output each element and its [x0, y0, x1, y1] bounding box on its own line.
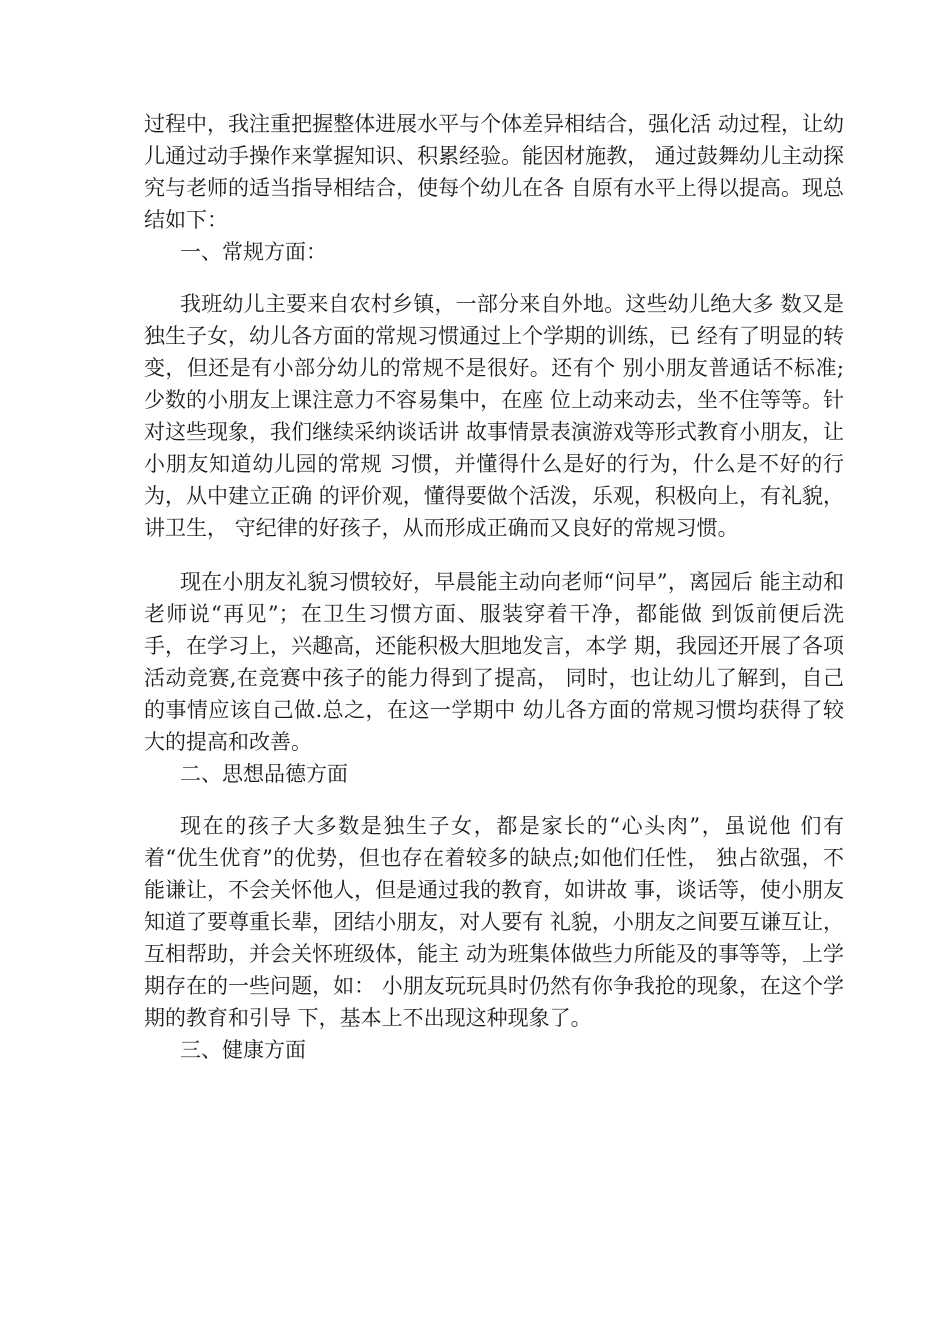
routine-paragraph-1: 我班幼儿主要来自农村乡镇，一部分来自外地。这些幼儿绝大多 数又是独生子女，幼儿各方面的常规习惯通过上个学期的训练，已 经有了明显的转变，但还是有小部分幼儿的常规不是很好。还有个 别小朋友普通话不标准;少数的小朋友上课注意力不容易集中，在座 位上动来动去，坐不住等等。针对这些现象，我们继续采纳谈话讲 故事情景表演游戏等形式教育小朋友，让小朋友知道幼儿园的常规 习惯，并懂得什么是好的行为，什么是不好的行为，从中建立正确 的评价观，懂得要做个活泼，乐观，积极向上，有礼貌，讲卫生， 守纪律的好孩子，从而形成正确而又良好的常规习惯。	[144, 292, 844, 540]
intro-paragraph: 过程中，我注重把握整体进展水平与个体差异相结合，强化活 动过程，让幼儿通过动手操作来掌握知识、积累经验。能因材施教， 通过鼓舞幼儿主动探究与老师的适当指导相结合，使每个幼儿在各 自原有水平上得以提高。现总结如下：	[144, 112, 844, 232]
section-heading-moral: 二、思想品德方面	[180, 762, 348, 786]
routine-paragraph-2: 现在小朋友礼貌习惯较好，早晨能主动向老师“问早”，离园后 能主动和老师说“再见”；在卫生习惯方面、服装穿着干净，都能做 到饭前便后洗手，在学习上，兴趣高，还能积极大胆地发言，本学 期，我园还开展了各项活动竞赛,在竞赛中孩子的能力得到了提高， 同时，也让幼儿了解到，自己的事情应该自己做.总之，在这一学期中 幼儿各方面的常规习惯均获得了较大的提高和改善。	[144, 570, 844, 754]
section-heading-health: 三、健康方面	[180, 1038, 306, 1062]
document-body	[144, 108, 844, 1066]
section-heading-routine: 一、常规方面：	[180, 240, 327, 264]
moral-paragraph: 现在的孩子大多数是独生子女，都是家长的“心头肉”，虽说他 们有着“优生优育”的优势，但也存在着较多的缺点;如他们任性， 独占欲强，不能谦让，不会关怀他人，但是通过我的教育，如讲故 事，谈话等，使小朋友知道了要尊重长辈，团结小朋友，对人要有 礼貌，小朋友之间要互谦互让，互相帮助，并会关怀班级体，能主 动为班集体做些力所能及的事等等，上学期存在的一些问题，如： 小朋友玩玩具时仍然有你争我抢的现象，在这个学期的教育和引导 下，基本上不出现这种现象了。	[144, 814, 844, 1030]
